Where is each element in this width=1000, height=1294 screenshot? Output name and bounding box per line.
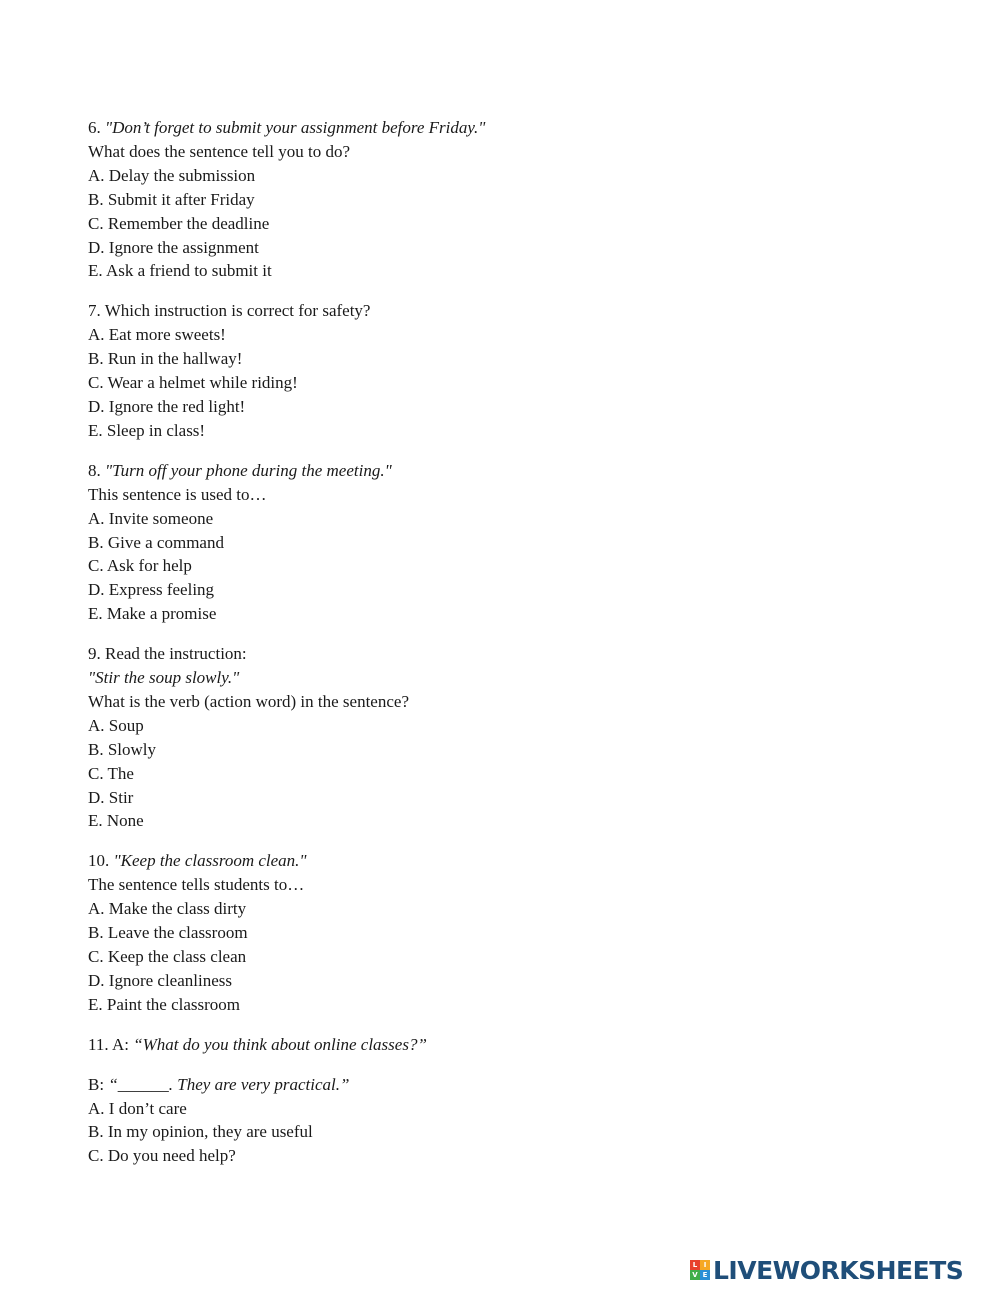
question-number: 11. bbox=[88, 1034, 109, 1054]
logo-mark-icon bbox=[690, 1260, 710, 1280]
option-b[interactable]: B. In my opinion, they are useful bbox=[88, 1122, 313, 1142]
option-d[interactable]: D. Ignore the assignment bbox=[88, 237, 259, 257]
option-d[interactable]: D. Ignore cleanliness bbox=[88, 970, 232, 990]
question-6 bbox=[88, 116, 948, 283]
logo-tile: I bbox=[700, 1260, 710, 1270]
option-c[interactable]: C. Wear a helmet while riding! bbox=[88, 373, 298, 393]
option-b[interactable]: B. Give a command bbox=[88, 532, 224, 552]
logo-tile: L bbox=[690, 1260, 700, 1270]
option-a[interactable]: A. I don’t care bbox=[88, 1098, 187, 1118]
option-e[interactable]: E. Paint the classroom bbox=[88, 994, 241, 1014]
option-b[interactable]: B. Slowly bbox=[88, 739, 157, 759]
question-11 bbox=[88, 1033, 948, 1169]
logo-text: LIVEWORKSHEETS bbox=[713, 1255, 964, 1285]
dialog-quote: “What do you think about online classes?” bbox=[133, 1034, 427, 1054]
dialog-line-b bbox=[88, 1073, 948, 1097]
question-stem: Which instruction is correct for safety? bbox=[104, 301, 371, 321]
question-prompt: This sentence is used to… bbox=[88, 484, 267, 504]
speaker-label: A: bbox=[111, 1034, 129, 1054]
dialog-line-a bbox=[88, 1033, 948, 1057]
logo-tile: V bbox=[690, 1270, 700, 1280]
question-number: 9. bbox=[88, 644, 101, 664]
option-e[interactable]: E. None bbox=[88, 811, 144, 831]
question-9-title bbox=[88, 642, 948, 666]
option-d[interactable]: D. Stir bbox=[88, 787, 134, 807]
question-prompt: The sentence tells students to… bbox=[88, 875, 305, 895]
option-a[interactable]: A. Delay the submission bbox=[88, 165, 256, 185]
liveworksheets-logo bbox=[690, 1255, 963, 1285]
question-7 bbox=[88, 299, 948, 442]
question-8-title bbox=[88, 459, 948, 483]
option-c[interactable]: C. Ask for help bbox=[88, 556, 192, 576]
question-number: 8. bbox=[88, 460, 101, 480]
option-d[interactable]: D. Ignore the red light! bbox=[88, 396, 246, 416]
option-b[interactable]: B. Leave the classroom bbox=[88, 923, 248, 943]
question-quote: "Turn off your phone during the meeting." bbox=[105, 460, 392, 480]
option-a[interactable]: A. Eat more sweets! bbox=[88, 325, 226, 345]
option-b[interactable]: B. Submit it after Friday bbox=[88, 189, 255, 209]
option-a[interactable]: A. Soup bbox=[88, 715, 144, 735]
option-c[interactable]: C. Keep the class clean bbox=[88, 947, 247, 966]
question-prompt: What is the verb (action word) in the sentence? bbox=[88, 691, 409, 711]
option-c[interactable]: C. Remember the deadline bbox=[88, 213, 270, 233]
question-9 bbox=[88, 642, 948, 833]
logo-tile: E bbox=[700, 1270, 710, 1280]
question-number: 7. bbox=[88, 301, 101, 321]
question-10-title bbox=[88, 849, 948, 873]
dialog-quote: “______. They are very practical.” bbox=[108, 1074, 350, 1094]
option-a[interactable]: A. Invite someone bbox=[88, 508, 214, 528]
question-quote: "Keep the classroom clean." bbox=[113, 851, 307, 871]
question-quote: "Don’t forget to submit your assignment before Friday." bbox=[105, 118, 486, 137]
question-7-title bbox=[88, 299, 948, 323]
option-e[interactable]: E. Make a promise bbox=[88, 604, 217, 624]
option-d[interactable]: D. Express feeling bbox=[88, 580, 215, 600]
question-10 bbox=[88, 849, 948, 1016]
option-e[interactable]: E. Sleep in class! bbox=[88, 420, 206, 440]
question-number: 10. bbox=[88, 851, 110, 871]
question-quote: "Stir the soup slowly." bbox=[88, 668, 240, 688]
question-number: 6. bbox=[88, 118, 101, 137]
option-a[interactable]: A. Make the class dirty bbox=[88, 899, 247, 919]
worksheet-page bbox=[88, 116, 948, 1184]
speaker-label: B: bbox=[88, 1074, 105, 1094]
question-prompt: What does the sentence tell you to do? bbox=[88, 141, 350, 161]
question-6-title bbox=[88, 116, 948, 140]
option-c[interactable]: C. Do you need help? bbox=[88, 1146, 236, 1166]
option-b[interactable]: B. Run in the hallway! bbox=[88, 349, 243, 369]
question-8 bbox=[88, 459, 948, 626]
option-c[interactable]: C. The bbox=[88, 763, 134, 783]
option-e[interactable]: E. Ask a friend to submit it bbox=[88, 261, 272, 281]
question-stem: Read the instruction: bbox=[105, 644, 247, 664]
